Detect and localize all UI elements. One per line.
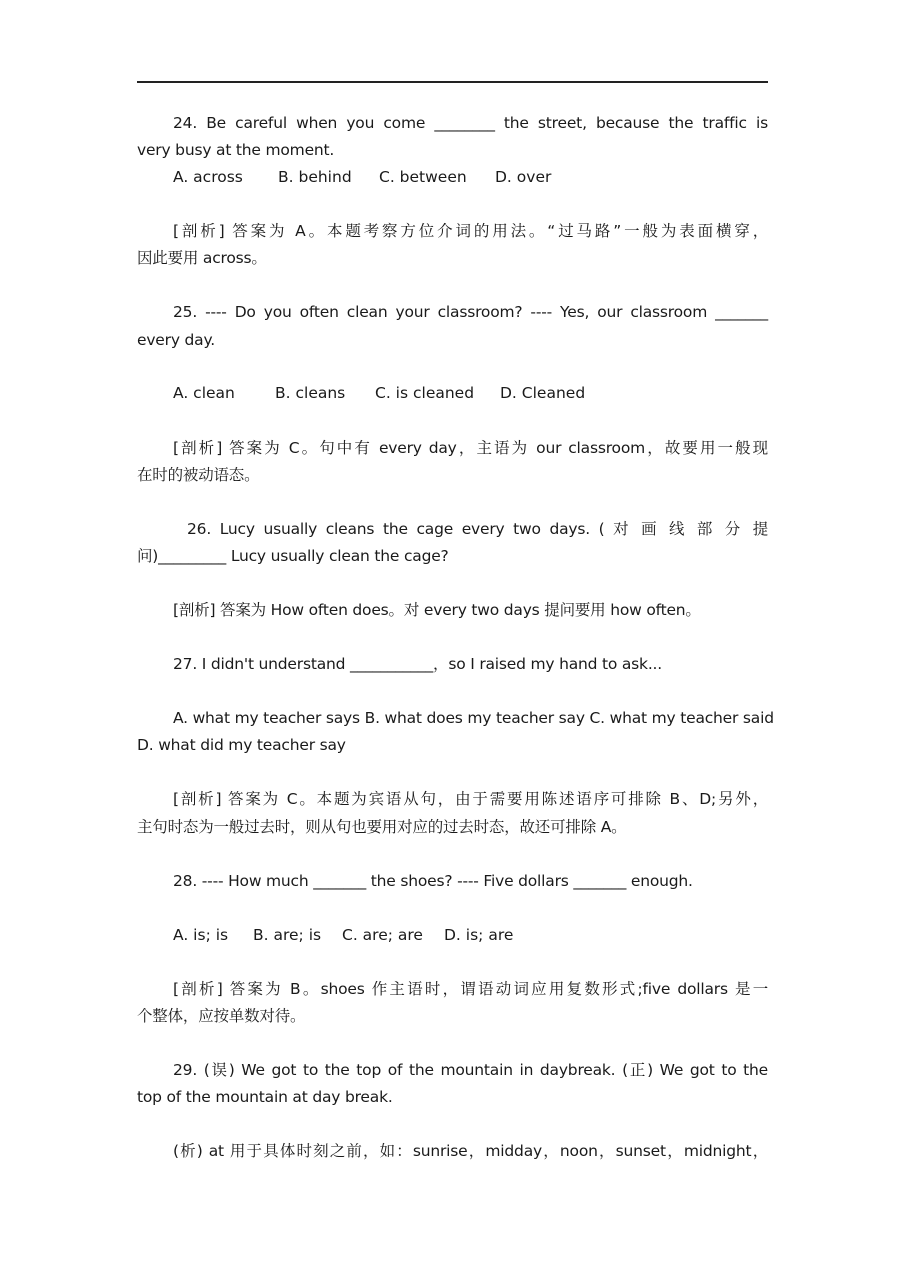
- q26-stem-line2: 问)_________ Lucy usually clean the cage?: [137, 547, 449, 565]
- q25-options: [173, 383, 768, 403]
- q25-analysis-line2: 在时的被动语态。: [137, 466, 260, 484]
- q24-option-c: C. between: [379, 168, 467, 186]
- q27-options-line2: D. what did my teacher say: [137, 736, 346, 754]
- q27-analysis-line1: [剖析] 答案为 C。本题为宾语从句，由于需要用陈述语序可排除 B、D;另外，: [173, 790, 768, 808]
- q25-stem-line2: every day.: [137, 331, 215, 349]
- q24-stem-line2: very busy at the moment.: [137, 141, 335, 159]
- q28-options: [173, 925, 768, 945]
- q24-stem-line1: 24. Be careful when you come ________ the street, because the traffic is: [173, 114, 768, 132]
- q25-option-d: D. Cleaned: [500, 384, 586, 402]
- q26-stem-line1: 26. Lucy usually cleans the cage every two days. ( 对 画 线 部 分 提: [187, 520, 768, 538]
- q28-analysis-line2: 个整体，应按单数对待。: [137, 1007, 306, 1025]
- q29-analysis-line1: (析) at 用于具体时刻之前，如：sunrise，midday，noon，sunset，midnight，: [173, 1142, 768, 1160]
- q25-option-c: C. is cleaned: [375, 384, 475, 402]
- q28-option-b: B. are; is: [253, 926, 322, 944]
- q24-options: [173, 167, 768, 187]
- q25-stem-line1: 25. ---- Do you often clean your classroom? ---- Yes, our classroom _______: [173, 303, 768, 321]
- q26-analysis-line1: [剖析] 答案为 How often does。对 every two days 提问要用 how often。: [173, 601, 701, 619]
- q28-analysis-line1: [剖析] 答案为 B。shoes 作主语时，谓语动词应用复数形式;five dollars 是一: [173, 980, 768, 998]
- q24-option-b: B. behind: [278, 168, 352, 186]
- q25-analysis-line1: [剖析] 答案为 C。句中有 every day，主语为 our classroom，故要用一般现: [173, 439, 768, 457]
- q28-option-c: C. are; are: [342, 926, 423, 944]
- q29-stem-line1: 29. (误) We got to the top of the mountain in daybreak. (正) We got to the: [173, 1061, 768, 1079]
- q24-option-a: A. across: [173, 168, 243, 186]
- q25-option-b: B. cleans: [275, 384, 346, 402]
- q27-options-line1: A. what my teacher says B. what does my teacher say C. what my teacher said: [173, 709, 774, 727]
- q28-option-a: A. is; is: [173, 926, 229, 944]
- q28-option-d: D. is; are: [444, 926, 514, 944]
- q24-analysis-line1: [剖析] 答案为 A。本题考察方位介词的用法。“过马路”一般为表面横穿，: [173, 222, 768, 240]
- q24-option-d: D. over: [495, 168, 552, 186]
- q27-analysis-line2: 主句时态为一般过去时，则从句也要用对应的过去时态，故还可排除 A。: [137, 818, 627, 836]
- top-rule: [137, 81, 768, 83]
- q29-stem-line2: top of the mountain at day break.: [137, 1088, 393, 1106]
- q27-stem-line1: 27. I didn't understand ___________，so I raised my hand to ask...: [173, 655, 663, 673]
- q24-analysis-line2: 因此要用 across。: [137, 249, 267, 267]
- q25-option-a: A. clean: [173, 384, 235, 402]
- q28-stem-line1: 28. ---- How much _______ the shoes? ---- Five dollars _______ enough.: [173, 872, 693, 890]
